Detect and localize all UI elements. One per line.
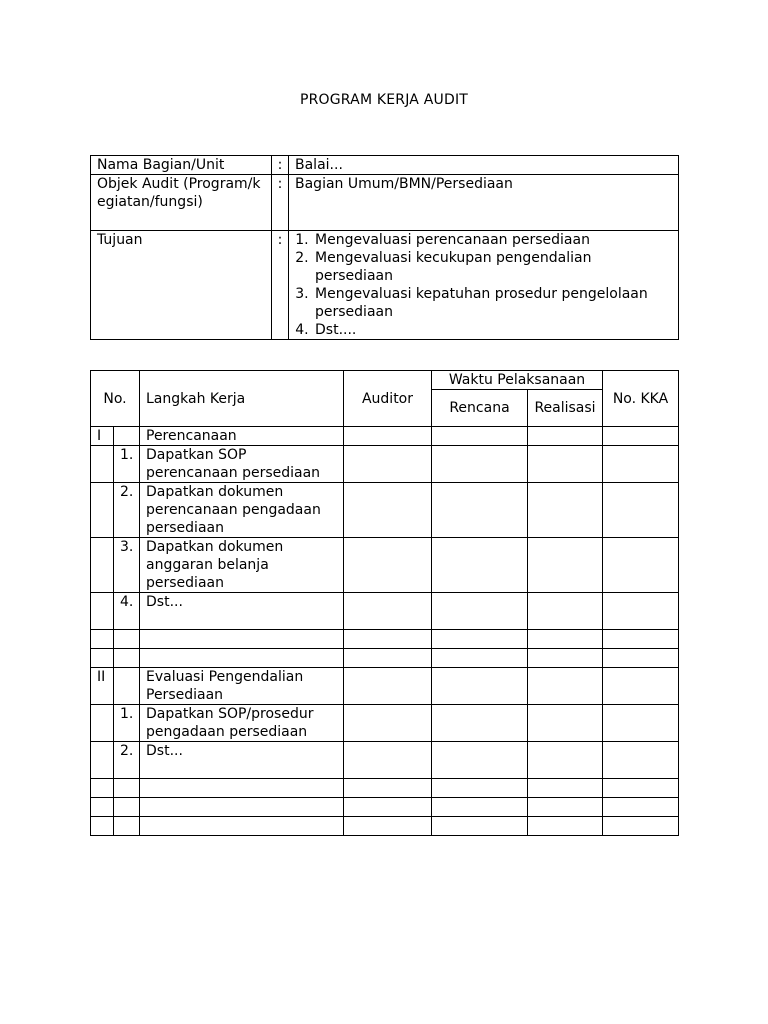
info-row-goals [91, 231, 679, 340]
section-row [91, 668, 679, 705]
goal-item: 3. Mengevaluasi kepatuhan prosedur pengelolaan persediaan [313, 285, 672, 321]
step-text: Dapatkan SOP perencanaan persediaan [140, 446, 344, 483]
step-row [91, 593, 679, 630]
empty-row [91, 817, 679, 836]
info-label: Objek Audit (Program/kegiatan/fungsi) [91, 175, 272, 231]
step-number: 4. [114, 593, 140, 630]
goal-item: 2. Mengevaluasi kecukupan pengendalian persediaan [313, 249, 672, 285]
info-colon: : [272, 156, 289, 175]
work-steps-table [90, 370, 679, 836]
info-colon: : [272, 175, 289, 231]
info-value: Bagian Umum/BMN/Persediaan [289, 175, 679, 231]
goals-list [295, 231, 672, 339]
step-row [91, 483, 679, 538]
step-number: 2. [114, 742, 140, 779]
section-number: II [91, 668, 114, 705]
info-label: Tujuan [91, 231, 272, 340]
empty-row [91, 779, 679, 798]
header-kka: No. KKA [603, 371, 679, 427]
audit-info-table [90, 155, 679, 340]
empty-row [91, 798, 679, 817]
goal-item: 1. Mengevaluasi perencanaan persediaan [313, 231, 672, 249]
step-number: 3. [114, 538, 140, 593]
goal-item: 4. Dst.... [313, 321, 672, 339]
page-title: PROGRAM KERJA AUDIT [299, 92, 469, 108]
step-text: Dapatkan dokumen perencanaan pengadaan persediaan [140, 483, 344, 538]
header-auditor: Auditor [344, 371, 432, 427]
section-title: Evaluasi Pengendalian Persediaan [140, 668, 344, 705]
info-label: Nama Bagian/Unit [91, 156, 272, 175]
step-number: 1. [114, 446, 140, 483]
empty-row [91, 649, 679, 668]
step-row [91, 742, 679, 779]
section-title: Perencanaan [140, 427, 344, 446]
header-row-top [91, 371, 679, 390]
info-row-object [91, 175, 679, 231]
info-colon: : [272, 231, 289, 340]
header-no: No. [91, 371, 140, 427]
step-row [91, 538, 679, 593]
header-realisasi: Realisasi [528, 390, 603, 427]
step-text: Dst... [140, 742, 344, 779]
header-waktu: Waktu Pelaksanaan [432, 371, 603, 390]
step-text: Dapatkan SOP/prosedur pengadaan persediaan [140, 705, 344, 742]
info-value: Balai... [289, 156, 679, 175]
section-number: I [91, 427, 114, 446]
step-text: Dst... [140, 593, 344, 630]
section-row [91, 427, 679, 446]
step-number: 2. [114, 483, 140, 538]
header-langkah: Langkah Kerja [140, 371, 344, 427]
header-rencana: Rencana [432, 390, 528, 427]
empty-row [91, 630, 679, 649]
step-number: 1. [114, 705, 140, 742]
step-row [91, 705, 679, 742]
info-row-unit [91, 156, 679, 175]
step-text: Dapatkan dokumen anggaran belanja persediaan [140, 538, 344, 593]
step-row [91, 446, 679, 483]
info-goals-cell [289, 231, 679, 340]
